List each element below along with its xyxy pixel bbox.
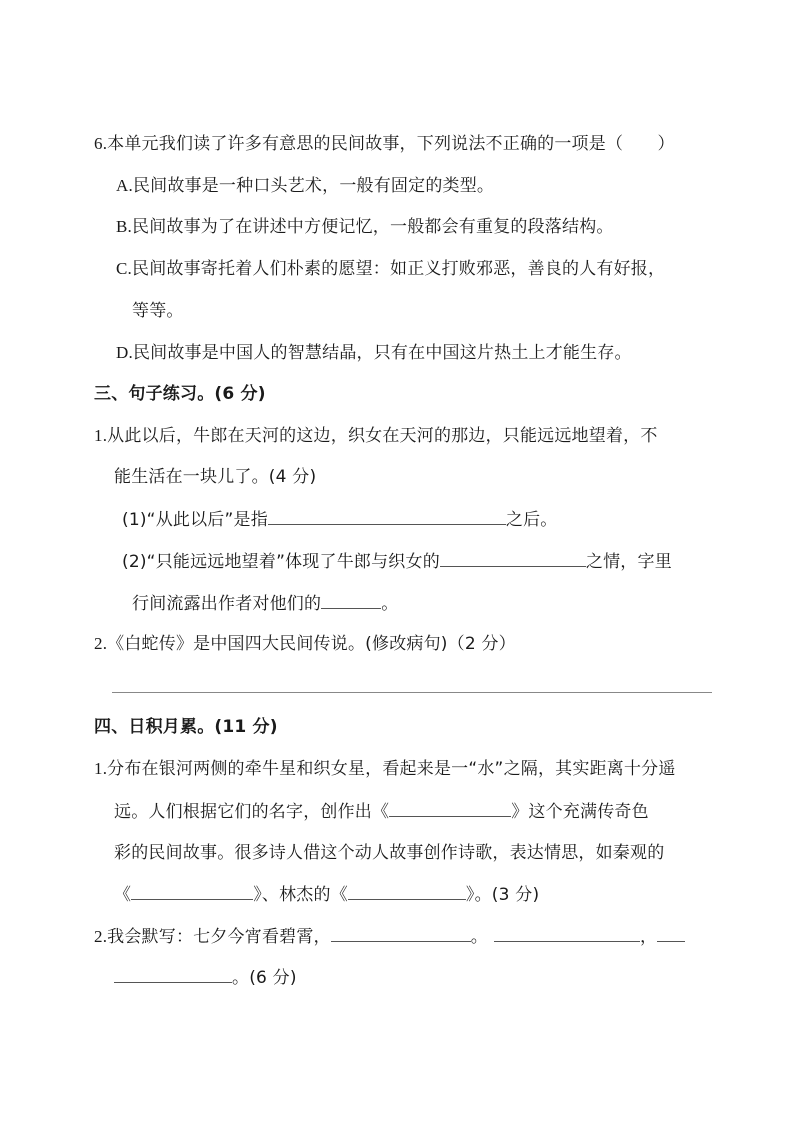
s3-q2: 2.《白蛇传》是中国四大民间传说。(修改病句)（2 分） — [94, 634, 516, 654]
s3-q1-line1: 1.从此以后，牛郎在天河的这边，织女在天河的那边，只能远远地望着，不 — [94, 426, 658, 446]
answer-blank[interactable] — [440, 550, 586, 567]
section-3-heading: 三、句子练习。(6 分) — [94, 384, 266, 404]
q6-option-c[interactable]: C.民间故事寄托着人们朴素的愿望：如正义打败邪恶，善良的人有好报， — [116, 259, 666, 279]
s4-q1-line1: 1.分布在银河两侧的牵牛星和织女星，看起来是一“水”之隔，其实距离十分遥 — [94, 759, 676, 779]
q6-option-c-continued: 等等。 — [132, 301, 184, 321]
answer-blank[interactable] — [494, 925, 640, 942]
answer-blank[interactable] — [348, 883, 466, 900]
s3-q1-line2: 能生活在一块儿了。(4 分) — [114, 467, 317, 487]
section-4-heading: 四、日积月累。(11 分) — [94, 717, 278, 737]
answer-blank[interactable] — [321, 592, 381, 609]
s4-q1-line2: 远。人们根据它们的名字，创作出《 》这个充满传奇色 — [114, 802, 649, 822]
answer-blank[interactable] — [389, 800, 511, 817]
q6-option-a[interactable]: A.民间故事是一种口头艺术，一般有固定的类型。 — [116, 176, 495, 196]
answer-blank[interactable] — [114, 966, 232, 983]
answer-blank[interactable] — [657, 925, 685, 942]
s4-q1-line4: 《 》、林杰的《 》。(3 分) — [114, 885, 540, 905]
s4-q1-line3: 彩的民间故事。很多诗人借这个动人故事创作诗歌，表达情思，如秦观的 — [114, 843, 665, 863]
s3-q1-sub2-line2: 行间流露出作者对他们的 。 — [132, 594, 399, 614]
q6-number: 6. — [94, 134, 108, 153]
q6-stem-text: 本单元我们读了许多有意思的民间故事，下列说法不正确的一项是（ ） — [107, 134, 675, 154]
q6-option-b[interactable]: B.民间故事为了在讲述中方便记忆，一般都会有重复的段落结构。 — [116, 217, 614, 237]
q6-option-d[interactable]: D.民间故事是中国人的智慧结晶，只有在中国这片热土上才能生存。 — [116, 343, 632, 363]
s3-q1-sub2: (2)“只能远远地望着”体现了牛郎与织女的 之情，字里 — [122, 552, 672, 572]
s3-q1-sub1: (1)“从此以后”是指 之后。 — [122, 510, 558, 530]
s4-q2-line1: 2.我会默写：七夕今宵看碧霄， 。 ， — [94, 925, 685, 948]
answer-blank[interactable] — [268, 508, 506, 525]
answer-blank[interactable] — [131, 883, 253, 900]
answer-line[interactable] — [112, 692, 712, 693]
s4-q2-line2: 。(6 分) — [114, 966, 297, 989]
q6-stem — [94, 133, 675, 155]
answer-blank[interactable] — [331, 925, 471, 942]
